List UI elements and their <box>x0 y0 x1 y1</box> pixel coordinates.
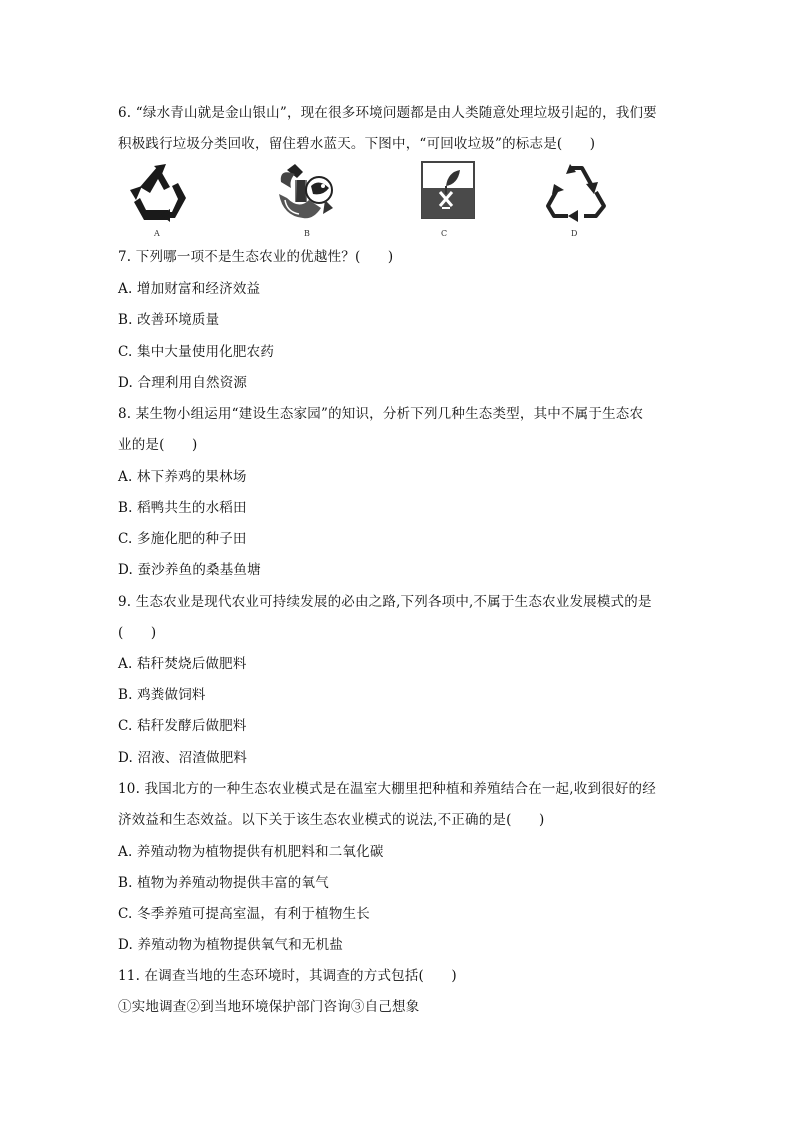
recycle-arrows-icon <box>126 160 190 224</box>
q7-option-c: C. 集中大量使用化肥农药 <box>118 344 275 360</box>
q8-option-d: D. 蚕沙养鱼的桑基鱼塘 <box>118 562 261 578</box>
option-c-figure <box>408 160 488 238</box>
q9-stem-line2: ( ) <box>118 625 157 641</box>
q8-stem-line2: 业的是( ) <box>118 437 198 453</box>
q6-options-figure <box>118 160 678 244</box>
q10-option-a: A. 养殖动物为植物提供有机肥料和二氧化碳 <box>118 844 384 860</box>
q7-option-a: A. 增加财富和经济效益 <box>118 281 261 297</box>
option-b-figure <box>268 160 348 238</box>
q11-stem: 11. 在调查当地的生态环境时，其调查的方式包括( ) <box>118 968 457 984</box>
option-a-figure <box>118 160 198 238</box>
q9-option-c: C. 秸秆发酵后做肥料 <box>118 718 247 734</box>
q10-stem-line2: 济效益和生态效益。以下关于该生态农业模式的说法,不正确的是( ) <box>118 812 545 828</box>
q11-items: ①实地调查②到当地环境保护部门咨询③自己想象 <box>118 999 420 1015</box>
hazardous-waste-icon <box>273 160 343 226</box>
q10-option-c: C. 冬季养殖可提高室温，有利于植物生长 <box>118 906 370 922</box>
q8-option-a: A. 林下养鸡的果林场 <box>118 469 247 485</box>
q7-option-b: B. 改善环境质量 <box>118 312 220 328</box>
q9-stem-line1: 9. 生态农业是现代农业可持续发展的必由之路,下列各项中,不属于生态农业发展模式的是 <box>118 594 652 610</box>
q9-option-b: B. 鸡粪做饲料 <box>118 687 206 703</box>
q9-option-a: A. 秸秆焚烧后做肥料 <box>118 656 247 672</box>
q7-option-d: D. 合理利用自然资源 <box>118 375 248 391</box>
q9-option-d: D. 沼液、沼渣做肥料 <box>118 750 248 766</box>
kitchen-waste-icon <box>418 160 478 220</box>
q6-stem-line2: 积极践行垃圾分类回收，留住碧水蓝天。下图中，“可回收垃圾”的标志是( ) <box>118 136 596 152</box>
option-c-label: C <box>441 229 448 238</box>
q10-stem-line1: 10. 我国北方的一种生态农业模式是在温室大棚里把种植和养殖结合在一起,收到很好的经 <box>118 781 656 797</box>
q8-stem-line1: 8. 某生物小组运用“建设生态家园”的知识，分析下列几种生态类型，其中不属于生态农 <box>118 406 644 422</box>
triangle-recycle-icon <box>544 160 608 224</box>
q8-option-c: C. 多施化肥的种子田 <box>118 531 247 547</box>
option-d-label: D <box>571 229 578 238</box>
option-a-label: A <box>154 229 160 238</box>
q10-option-d: D. 养殖动物为植物提供氧气和无机盐 <box>118 937 344 953</box>
option-d-figure <box>536 160 616 238</box>
q10-option-b: B. 植物为养殖动物提供丰富的氧气 <box>118 875 329 891</box>
q8-option-b: B. 稻鸭共生的水稻田 <box>118 500 247 516</box>
option-b-label: B <box>304 229 310 238</box>
q7-stem: 7. 下列哪一项不是生态农业的优越性？( ) <box>118 249 394 265</box>
q6-stem-line1: 6. “绿水青山就是金山银山”，现在很多环境问题都是由人类随意处理垃圾引起的，我们要 <box>118 105 657 121</box>
